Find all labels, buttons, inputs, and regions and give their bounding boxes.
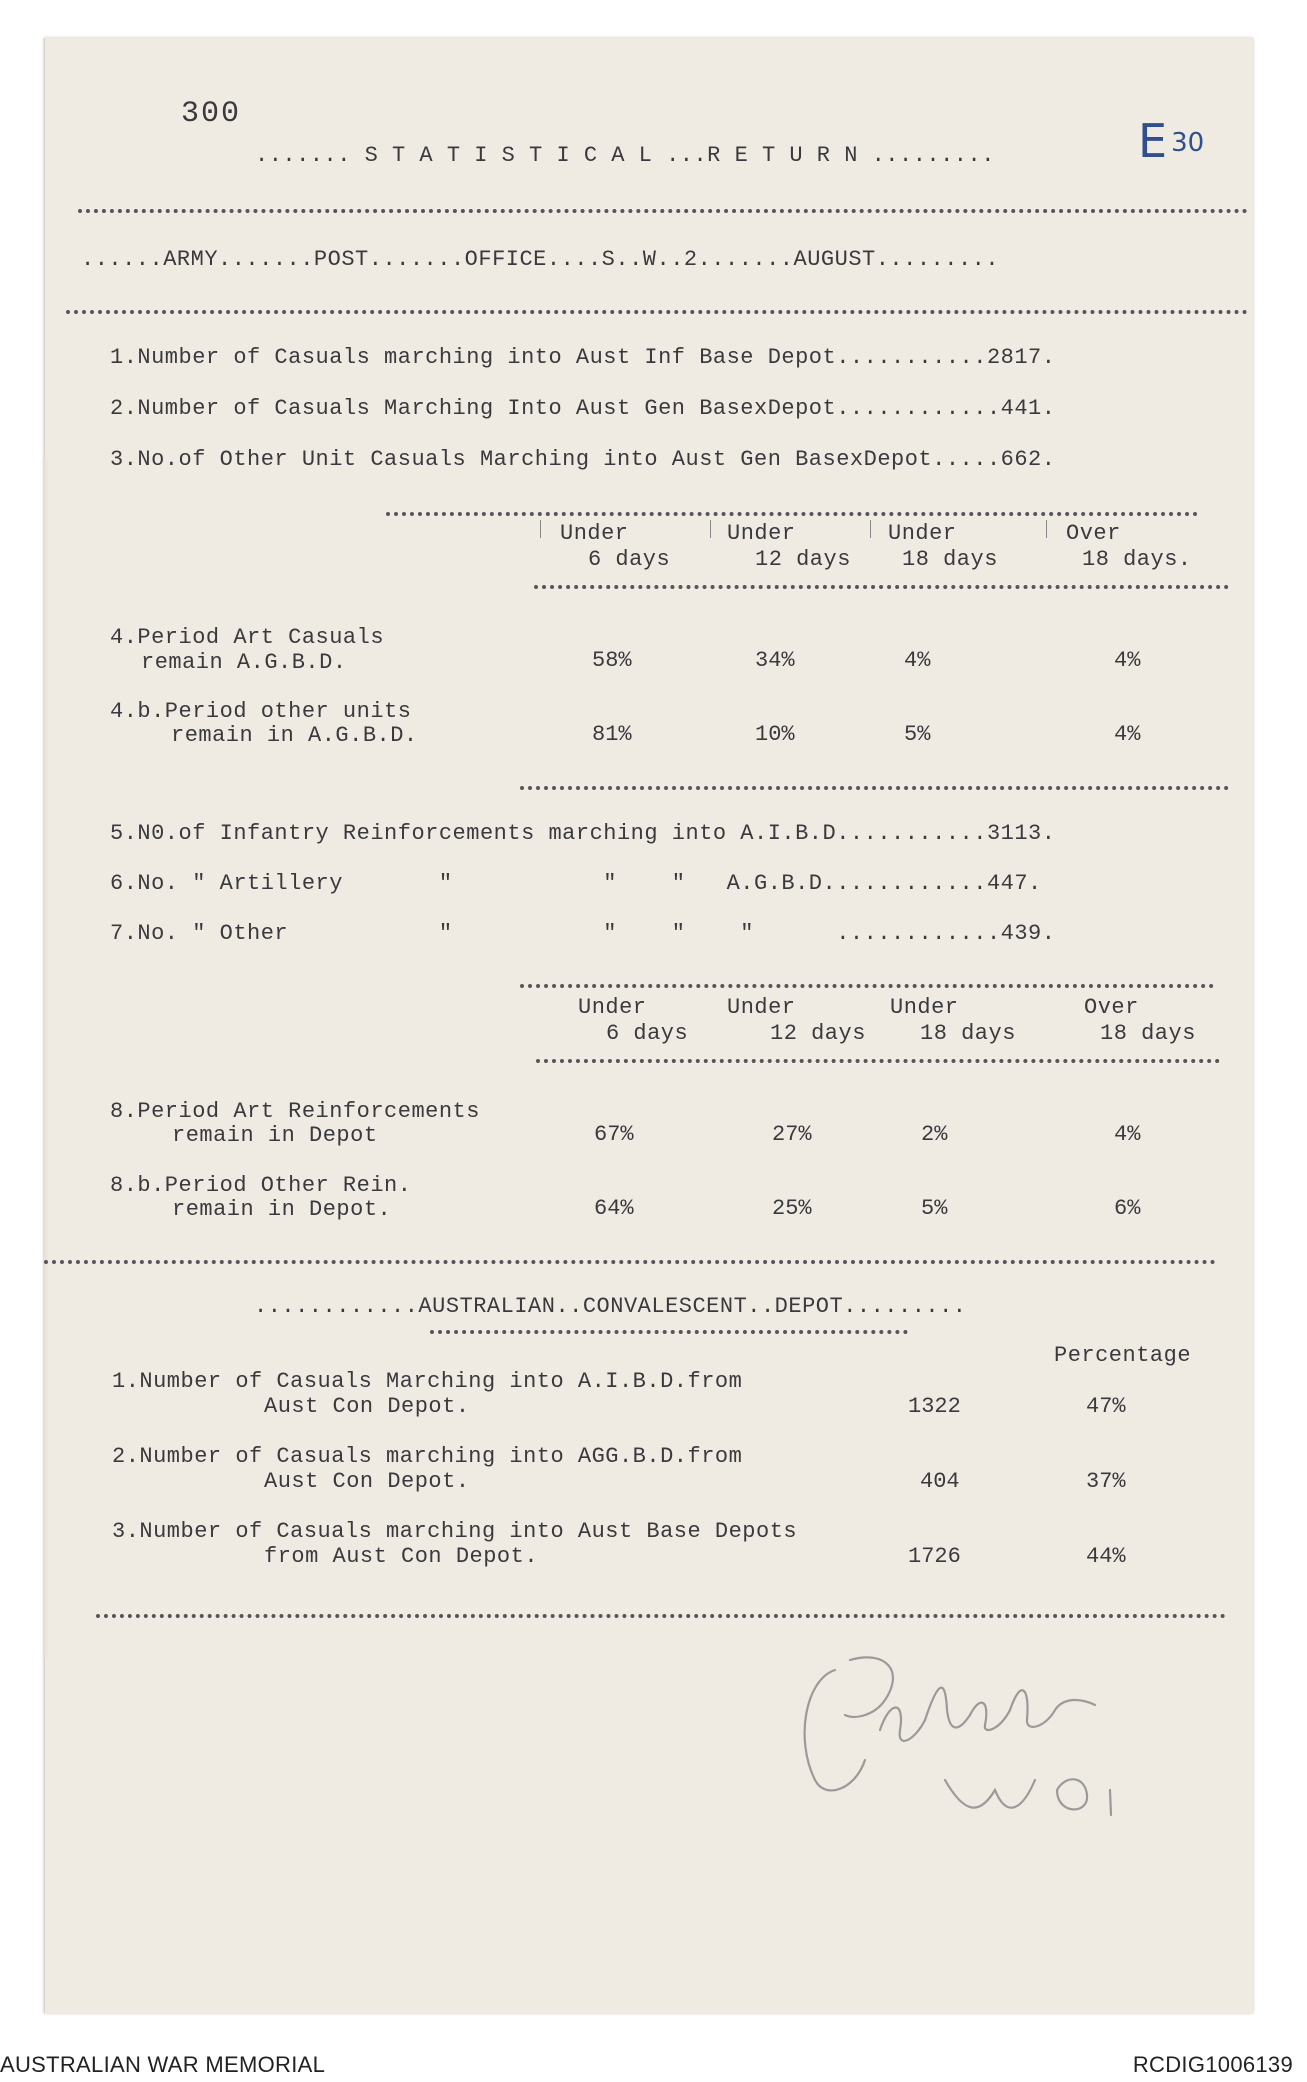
item-dots: ..........	[849, 345, 987, 370]
table2-row1-val2: 27%	[772, 1122, 812, 1147]
table1-header-2b: 12 days	[755, 547, 851, 572]
reference-mark	[1138, 108, 1205, 168]
column-tick	[540, 520, 541, 538]
item-dots: ..........	[849, 821, 987, 846]
item-value: 441.	[1000, 396, 1056, 421]
table1-header-3: Under	[888, 521, 957, 546]
table1-row1-val2: 34%	[755, 648, 795, 673]
conv-row3-label2: from Aust Con Depot.	[264, 1544, 539, 1569]
table2-row2-val3: 5%	[921, 1196, 948, 1221]
conv-row2-label2: Aust Con Depot.	[264, 1469, 470, 1494]
table2-top-rule	[520, 984, 1214, 988]
item-value: 662.	[1000, 447, 1056, 472]
conv-row2-count: 404	[920, 1469, 960, 1494]
divider	[78, 209, 1248, 213]
table1-row2-val1: 81%	[592, 722, 632, 747]
item-text: 7.No. " Other " " " "	[110, 921, 755, 946]
item-text: 2.Number of Casuals Marching Into Aust Gen BasexDepot.	[110, 396, 850, 421]
footer-right: RCDIG1006139	[1132, 2052, 1293, 2077]
table1-row2-val4: 4%	[1114, 722, 1141, 747]
item-text: 5.N0.of Infantry Reinforcements marching into A.I.B.D.	[110, 821, 850, 846]
table1-row1-val4: 4%	[1114, 648, 1141, 673]
page-number: 300	[181, 97, 242, 131]
heading-underline	[430, 1330, 908, 1334]
table1-row2-label2: remain in A.G.B.D.	[171, 723, 418, 748]
conv-row3-count: 1726	[908, 1544, 961, 1569]
table2-row1-val4: 4%	[1114, 1122, 1141, 1147]
table1-top-rule	[386, 512, 1198, 516]
conv-row3-pct: 44%	[1086, 1544, 1126, 1569]
signature-image	[795, 1640, 1165, 1840]
item-value: 2817.	[986, 345, 1056, 370]
footer-left: AUSTRALIAN WAR MEMORIAL	[0, 2052, 326, 2077]
table2-row1-val1: 67%	[594, 1122, 634, 1147]
table2-row1-val3: 2%	[921, 1122, 948, 1147]
item-2	[110, 397, 1055, 421]
table1-row1-val1: 58%	[592, 648, 632, 673]
table2-row1-label: 8.Period Art Reinforcements	[110, 1099, 480, 1124]
table2-header-2b: 12 days	[770, 1021, 866, 1046]
divider	[44, 1260, 1216, 1264]
divider	[520, 786, 1229, 790]
item-1	[110, 346, 1055, 370]
column-tick	[710, 520, 711, 538]
table1-row1-label2: remain A.G.B.D.	[141, 650, 347, 675]
table1-header-1	[560, 522, 629, 546]
table2-header-1b: 6 days	[606, 1021, 689, 1046]
item-value: 3113.	[986, 821, 1056, 846]
conv-row1-label2: Aust Con Depot.	[264, 1394, 470, 1419]
table2-header-2: Under	[727, 995, 796, 1020]
item-3	[110, 448, 1055, 472]
table2-header-rule	[536, 1059, 1220, 1063]
ref-number: 30	[1171, 128, 1205, 158]
column-tick	[870, 520, 871, 538]
conv-row1-pct: 47%	[1086, 1394, 1126, 1419]
header-line: ......ARMY.......POST.......OFFICE....S..W..2.......AUGUST.........	[81, 247, 1000, 272]
convalescent-heading: ............AUSTRALIAN..CONVALESCENT..DEPOT.........	[254, 1294, 967, 1319]
table2-row2-val2: 25%	[772, 1196, 812, 1221]
conv-row1-count: 1322	[908, 1394, 961, 1419]
table2-row2-val1: 64%	[594, 1196, 634, 1221]
item-dots: ....	[945, 447, 1001, 472]
item-text: 1.Number of Casuals marching into Aust Inf Base Depot.	[110, 345, 850, 370]
item-text: 3.No.of Other Unit Casuals Marching into Aust Gen BasexDepot.	[110, 447, 946, 472]
item-5	[110, 822, 1055, 846]
table1-header-2: Under	[727, 521, 796, 546]
item-6	[110, 872, 1042, 896]
table1-row1-val3: 4%	[904, 648, 931, 673]
item-value: 447.	[986, 871, 1042, 896]
divider	[66, 310, 1248, 314]
table2-header-3b: 18 days	[920, 1021, 1016, 1046]
table2-header-4: Over	[1084, 995, 1139, 1020]
ref-bracket: E	[1138, 114, 1168, 168]
table1-header-rule	[534, 585, 1229, 589]
conv-row3-label: 3.Number of Casuals marching into Aust Base Depots	[112, 1519, 798, 1544]
page-edge	[43, 458, 49, 1658]
table1-row2-val2: 10%	[755, 722, 795, 747]
table2-row2-label: 8.b.Period Other Rein.	[110, 1173, 412, 1198]
column-tick	[1046, 520, 1047, 538]
item-dots: ...........	[849, 396, 1001, 421]
percentage-label: Percentage	[1054, 1343, 1192, 1368]
table2-header-4b: 18 days	[1100, 1021, 1196, 1046]
table2-row1-label2: remain in Depot	[172, 1123, 378, 1148]
table1-row1-label: 4.Period Art Casuals	[110, 625, 385, 650]
table1-header-4b: 18 days.	[1082, 547, 1192, 572]
table2-row2-label2: remain in Depot.	[172, 1197, 392, 1222]
conv-row2-label: 2.Number of Casuals marching into AGG.B.D.from	[112, 1444, 743, 1469]
document-title: ....... S T A T I S T I C A L ...R E T U R N .........	[255, 143, 995, 168]
table2-header-3: Under	[890, 995, 959, 1020]
table1-row2-val3: 5%	[904, 722, 931, 747]
table1-row2-label: 4.b.Period other units	[110, 699, 412, 724]
table1-header-3b: 18 days	[902, 547, 998, 572]
table1-header-4: Over	[1066, 521, 1121, 546]
item-value: 439.	[1000, 921, 1056, 946]
header-line1: Under	[560, 521, 629, 546]
table2-header-1: Under	[578, 995, 647, 1020]
table2-row2-val4: 6%	[1114, 1196, 1141, 1221]
conv-row2-pct: 37%	[1086, 1469, 1126, 1494]
divider	[96, 1614, 1226, 1618]
item-text: 6.No. " Artillery " " " A.G.B.D.	[110, 871, 837, 896]
item-dots: ...........	[836, 871, 987, 896]
conv-row1-label: 1.Number of Casuals Marching into A.I.B.D.from	[112, 1369, 743, 1394]
item-7	[110, 922, 1055, 946]
item-dots: ............	[754, 921, 1001, 946]
table1-header-1b: 6 days	[588, 547, 671, 572]
